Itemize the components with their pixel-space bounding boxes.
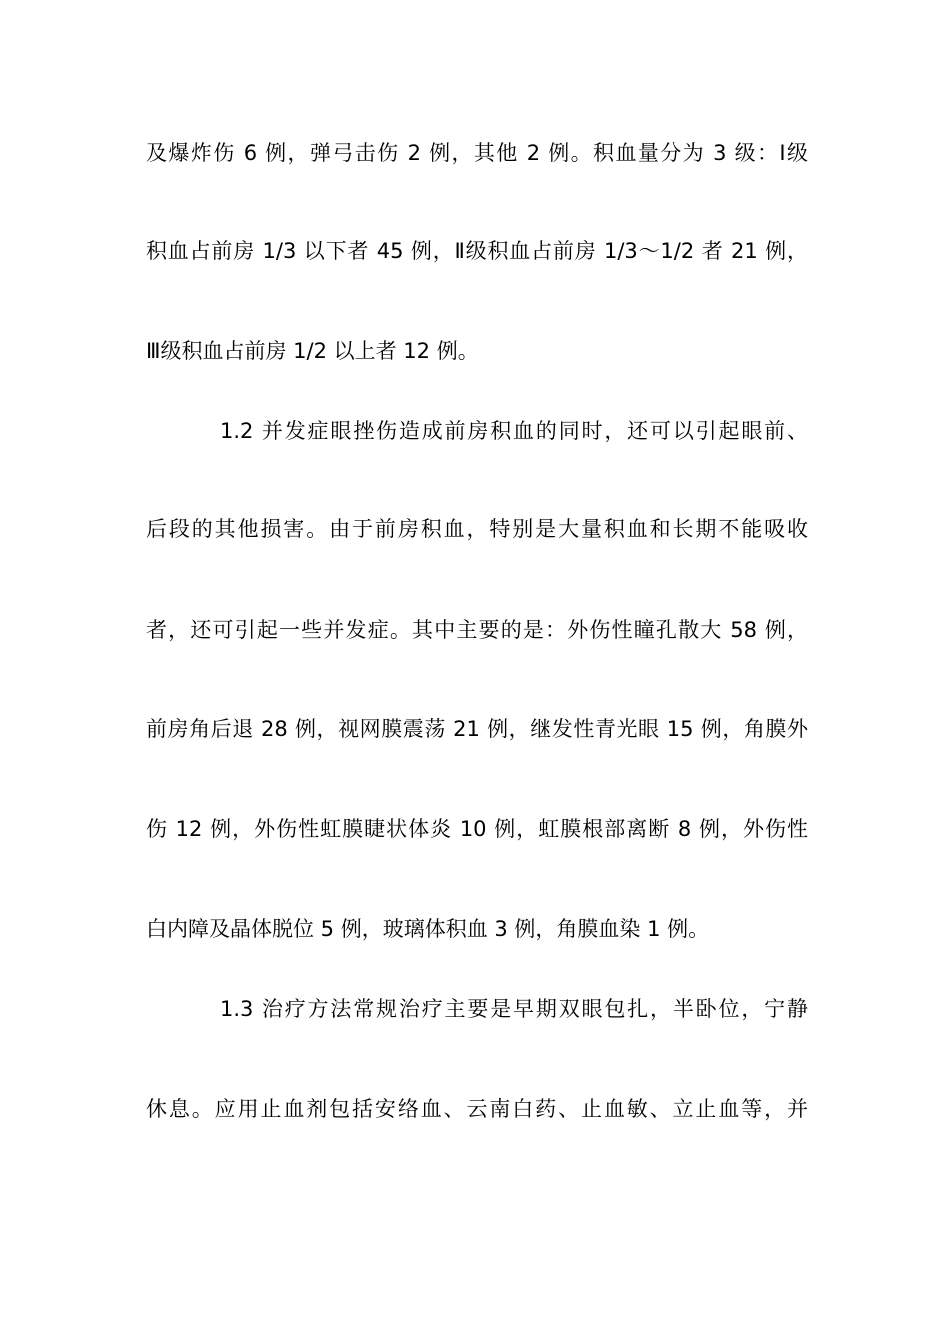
text-line-7: 前房角后退 28 例，视网膜震荡 21 例，继发性青光眼 15 例，角膜外 [146,717,808,741]
text-line-9: 白内障及晶体脱位 5 例，玻璃体积血 3 例，角膜血染 1 例。 [146,917,710,941]
text-line-6: 者，还可引起一些并发症。其中主要的是：外伤性瞳孔散大 58 例， [146,618,808,642]
text-line-4-section-1-2: 1.2 并发症眼挫伤造成前房积血的同时，还可以引起眼前、 [220,419,808,443]
text-line-10-section-1-3: 1.3 治疗方法常规治疗主要是早期双眼包扎，半卧位，宁静 [220,997,808,1021]
text-line-3: Ⅲ级积血占前房 1/2 以上者 12 例。 [146,339,479,363]
text-line-8: 伤 12 例，外伤性虹膜睫状体炎 10 例，虹膜根部离断 8 例，外伤性 [146,817,808,841]
text-line-5: 后段的其他损害。由于前房积血，特别是大量积血和长期不能吸收 [146,517,808,541]
text-line-11: 休息。应用止血剂包括安络血、云南白药、止血敏、立止血等，并 [146,1097,808,1121]
text-line-2: 积血占前房 1/3 以下者 45 例，Ⅱ级积血占前房 1/3～1/2 者 21 例， [146,239,808,263]
text-line-1: 及爆炸伤 6 例，弹弓击伤 2 例，其他 2 例。积血量分为 3 级：Ⅰ级 [146,141,808,165]
